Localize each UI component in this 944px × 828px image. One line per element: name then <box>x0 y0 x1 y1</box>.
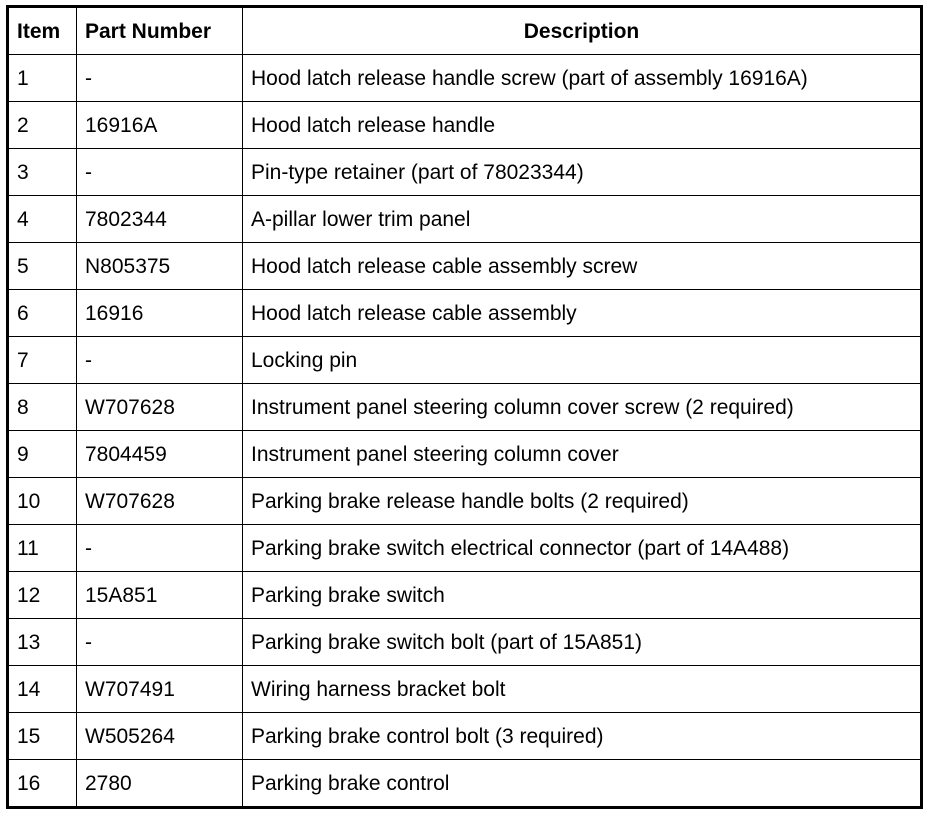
cell-description: Parking brake switch <box>243 572 922 619</box>
table-row <box>8 478 922 525</box>
cell-part-number: 2780 <box>77 760 243 808</box>
cell-part-number: W707628 <box>77 478 243 525</box>
table-header <box>8 7 922 55</box>
header-part-number: Part Number <box>77 7 243 55</box>
table-row <box>8 572 922 619</box>
cell-part-number: 16916A <box>77 102 243 149</box>
cell-description: Parking brake release handle bolts (2 required) <box>243 478 922 525</box>
table-row <box>8 431 922 478</box>
table-body <box>8 55 922 808</box>
table-row <box>8 525 922 572</box>
table-row <box>8 384 922 431</box>
table-row <box>8 102 922 149</box>
table-row <box>8 666 922 713</box>
cell-part-number: - <box>77 619 243 666</box>
cell-item: 14 <box>8 666 77 713</box>
cell-description: Hood latch release handle screw (part of assembly 16916A) <box>243 55 922 102</box>
table-row <box>8 149 922 196</box>
cell-item: 5 <box>8 243 77 290</box>
cell-item: 1 <box>8 55 77 102</box>
cell-item: 15 <box>8 713 77 760</box>
cell-part-number: - <box>77 55 243 102</box>
table-row <box>8 243 922 290</box>
cell-item: 7 <box>8 337 77 384</box>
cell-description: Locking pin <box>243 337 922 384</box>
table-row <box>8 337 922 384</box>
table-row <box>8 290 922 337</box>
table-row <box>8 196 922 243</box>
cell-description: Hood latch release handle <box>243 102 922 149</box>
cell-description: Parking brake switch electrical connector (part of 14A488) <box>243 525 922 572</box>
cell-description: A-pillar lower trim panel <box>243 196 922 243</box>
cell-description: Parking brake switch bolt (part of 15A851) <box>243 619 922 666</box>
cell-part-number: W707491 <box>77 666 243 713</box>
header-row <box>8 7 922 55</box>
cell-item: 8 <box>8 384 77 431</box>
cell-part-number: 7802344 <box>77 196 243 243</box>
cell-description: Parking brake control <box>243 760 922 808</box>
header-item: Item <box>8 7 77 55</box>
cell-part-number: 7804459 <box>77 431 243 478</box>
cell-part-number: 15A851 <box>77 572 243 619</box>
header-description: Description <box>243 7 922 55</box>
cell-part-number: - <box>77 525 243 572</box>
cell-item: 10 <box>8 478 77 525</box>
cell-description: Instrument panel steering column cover screw (2 required) <box>243 384 922 431</box>
cell-description: Hood latch release cable assembly <box>243 290 922 337</box>
cell-item: 2 <box>8 102 77 149</box>
cell-description: Pin-type retainer (part of 78023344) <box>243 149 922 196</box>
cell-item: 13 <box>8 619 77 666</box>
parts-table <box>6 5 923 809</box>
cell-part-number: W505264 <box>77 713 243 760</box>
cell-item: 6 <box>8 290 77 337</box>
cell-part-number: - <box>77 149 243 196</box>
cell-description: Parking brake control bolt (3 required) <box>243 713 922 760</box>
cell-item: 9 <box>8 431 77 478</box>
cell-part-number: W707628 <box>77 384 243 431</box>
cell-part-number: - <box>77 337 243 384</box>
cell-item: 4 <box>8 196 77 243</box>
cell-description: Wiring harness bracket bolt <box>243 666 922 713</box>
cell-item: 3 <box>8 149 77 196</box>
cell-description: Hood latch release cable assembly screw <box>243 243 922 290</box>
cell-item: 11 <box>8 525 77 572</box>
cell-description: Instrument panel steering column cover <box>243 431 922 478</box>
table-row <box>8 55 922 102</box>
cell-part-number: N805375 <box>77 243 243 290</box>
table-row <box>8 619 922 666</box>
cell-item: 16 <box>8 760 77 808</box>
cell-item: 12 <box>8 572 77 619</box>
table-row <box>8 760 922 808</box>
table-row <box>8 713 922 760</box>
cell-part-number: 16916 <box>77 290 243 337</box>
